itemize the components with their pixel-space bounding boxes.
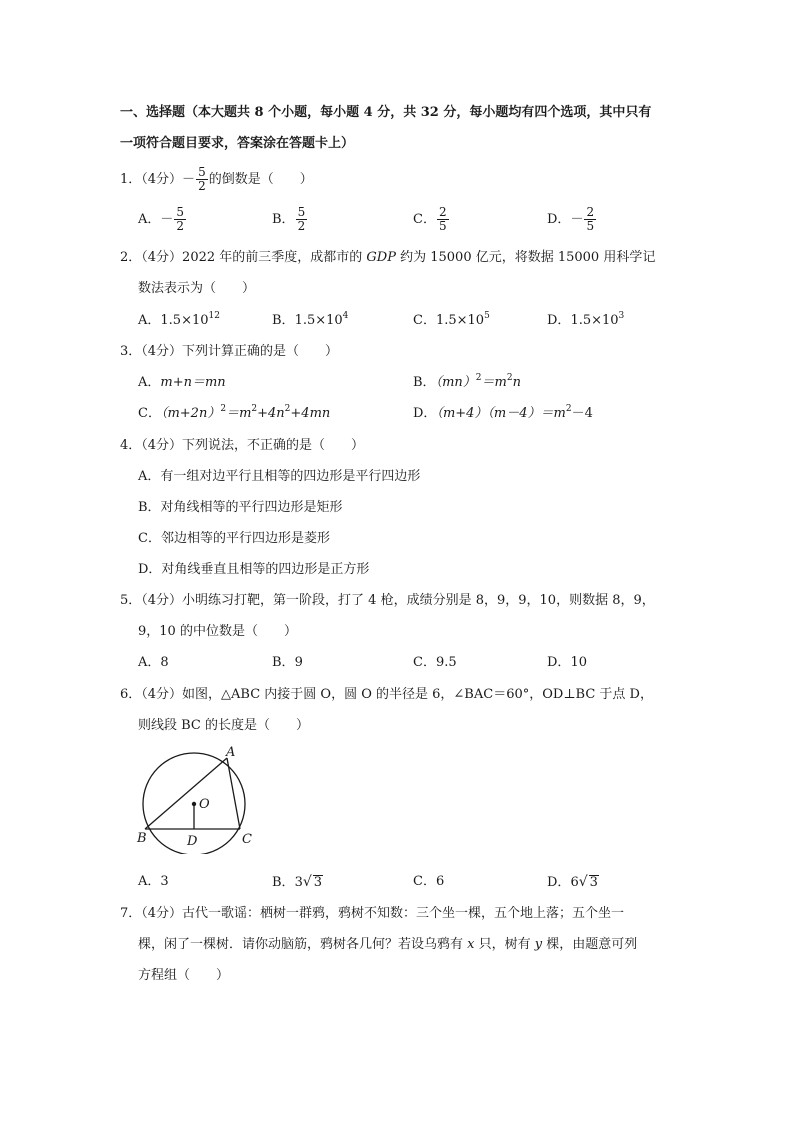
option-text: ＝m (226, 406, 252, 421)
label-c: C (242, 832, 252, 847)
q6-option-b[interactable] (272, 872, 323, 893)
option-label: C． (138, 406, 161, 421)
exponent: 2 (475, 373, 482, 383)
q3-option-c[interactable] (138, 404, 330, 424)
radicand: 3 (313, 875, 323, 890)
q4-option-b[interactable]: B．对角线相等的平行四边形是矩形 (138, 500, 343, 515)
exponent: 2 (251, 404, 258, 414)
option-label: B． (272, 212, 295, 227)
option-label: A． (138, 874, 161, 889)
question-4-stem: 4．（4分）下列说法，不正确的是（ ） (120, 438, 365, 453)
option-label: B． (272, 655, 295, 670)
q5-option-d[interactable] (547, 653, 587, 673)
fraction-denominator: 2 (176, 219, 185, 233)
text-run: 棵，由题意可列 (542, 937, 638, 952)
option-base: 1.5×10 (160, 313, 209, 328)
option-label: B． (413, 375, 436, 390)
option-text: ＝m (481, 375, 507, 390)
option-text: 9.5 (435, 655, 457, 670)
option-label: A． (138, 212, 161, 227)
q4-option-c[interactable]: C．邻边相等的平行四边形是菱形 (138, 531, 330, 546)
exponent: 2 (220, 404, 227, 414)
text-run: 约为 15000 亿元，将数据 15000 用科学记 (395, 250, 656, 265)
text-run: 2．（4分）2022 年的前三季度，成都市的 (120, 250, 367, 265)
q6-option-c[interactable] (413, 872, 444, 892)
option-base: 1.5×10 (435, 313, 485, 328)
exponent: 3 (618, 311, 625, 321)
fraction-denominator: 2 (198, 179, 206, 193)
option-text: 3 (160, 874, 169, 889)
fraction-denominator: 2 (297, 219, 306, 233)
option-text: n (512, 375, 521, 390)
coefficient: 3 (294, 875, 303, 890)
exponent: 2 (284, 404, 291, 414)
question-5-line2: 9，10 的中位数是（ ） (138, 624, 297, 639)
segment-ac (227, 758, 240, 829)
exponent: 12 (208, 311, 220, 321)
fraction-numerator: 2 (586, 205, 595, 219)
option-label: C． (413, 655, 436, 670)
question-6-line2: 则线段 BC 的长度是（ ） (138, 718, 310, 733)
q3-option-d[interactable] (413, 404, 593, 424)
question-7-line1: 7．（4分）古代一歌谣：栖树一群鸦，鸦树不知数：三个坐一棵，五个地上落；五个坐一 (120, 906, 625, 921)
q1-option-c[interactable] (413, 206, 450, 233)
option-label: D． (413, 406, 437, 421)
gdp-term: GDP (366, 250, 396, 265)
q5-option-c[interactable] (413, 653, 457, 673)
q1-option-b[interactable] (272, 206, 308, 233)
option-label: D． (547, 212, 571, 227)
q5-option-a[interactable] (138, 653, 169, 673)
q2-option-d[interactable] (547, 311, 624, 331)
option-text: （m+2n） (160, 406, 221, 421)
fraction (584, 206, 596, 233)
minus-sign: － (160, 211, 174, 227)
exponent: 2 (565, 404, 572, 414)
exponent: 5 (484, 311, 490, 321)
q1-option-a[interactable] (138, 206, 187, 233)
question-7-line3: 方程组（ ） (138, 968, 230, 983)
text-run: 棵，闲了一棵树．请你动脑筋，鸦树各几何？若设乌鸦有 (138, 937, 468, 952)
q6-option-d[interactable] (547, 872, 599, 893)
q2-option-c[interactable] (413, 311, 490, 331)
question-3-stem: 3．（4分）下列计算正确的是（ ） (120, 344, 339, 359)
coefficient: 6 (570, 875, 579, 890)
q4-option-d[interactable]: D．对角线垂直且相等的四边形是正方形 (138, 562, 370, 577)
variable-x: x (467, 937, 475, 952)
option-label: C． (413, 313, 436, 328)
option-text: －4 (571, 406, 593, 421)
fraction-denominator: 5 (586, 219, 595, 233)
q1-option-d[interactable] (547, 206, 597, 233)
option-text: +4n (257, 406, 285, 421)
q2-option-b[interactable] (272, 311, 348, 331)
label-a: A (226, 745, 236, 760)
q4-option-a[interactable]: A．有一组对边平行且相等的四边形是平行四边形 (138, 469, 421, 484)
label-d: D (187, 834, 198, 849)
fraction-denominator: 5 (438, 219, 447, 233)
option-label: C． (413, 212, 436, 227)
q3-option-a[interactable] (138, 373, 226, 393)
q6-option-a[interactable] (138, 872, 169, 892)
fraction (437, 206, 449, 233)
section-heading-line1: 一、选择题（本大题共 8 个小题，每小题 4 分，共 32 分，每小题均有四个选项，其中只有 (120, 105, 652, 120)
option-text: m+n＝mn (160, 375, 226, 390)
question-text: 的倒数是（ ） (208, 172, 313, 187)
q3-option-b[interactable] (413, 373, 521, 393)
fraction-numerator: 5 (176, 205, 185, 219)
question-6-line1: 6．（4分）如图，△ABC 内接于圆 O，圆 O 的半径是 6，∠BAC＝60°，OD⊥BC 于点 D， (120, 687, 653, 702)
option-text: （m+4）（m－4）＝m (436, 406, 566, 421)
option-text: 8 (160, 655, 169, 670)
option-label: A． (138, 655, 161, 670)
option-text: 9 (294, 655, 303, 670)
q2-option-a[interactable] (138, 311, 220, 331)
minus-sign: － (182, 171, 196, 187)
option-label: B． (272, 313, 295, 328)
variable-y: y (534, 937, 543, 952)
minus-sign: － (570, 211, 584, 227)
option-label: B． (272, 875, 295, 890)
fraction (174, 206, 186, 233)
radicand: 3 (589, 875, 598, 890)
option-label: C． (413, 874, 436, 889)
circle-triangle-figure (130, 742, 270, 854)
option-text: 10 (570, 655, 587, 670)
text-run: 只，树有 (474, 937, 535, 952)
exponent: 2 (506, 373, 513, 383)
question-2-line2: 数法表示为（ ） (138, 281, 256, 296)
fraction-numerator: 2 (438, 205, 447, 219)
q5-option-b[interactable] (272, 653, 303, 673)
fraction (196, 166, 208, 193)
question-7-line2 (138, 935, 637, 955)
question-number: 1．（4分） (120, 172, 183, 187)
exponent: 4 (342, 311, 349, 321)
option-label: D． (547, 875, 571, 890)
question-5-line1: 5．（4分）小明练习打靶，第一阶段，打了 4 枪，成绩分别是 8，9，9，10，则数据 8，9， (120, 593, 655, 608)
sqrt-icon: √ (302, 874, 312, 890)
option-label: A． (138, 313, 161, 328)
label-b: B (137, 831, 147, 846)
option-base: 1.5×10 (294, 313, 343, 328)
question-2-line1 (120, 248, 655, 268)
fraction-numerator: 5 (198, 165, 206, 179)
option-label: A． (138, 375, 161, 390)
label-o: O (199, 797, 210, 812)
section-heading-line2: 一项符合题目要求，答案涂在答题卡上） (120, 136, 355, 151)
question-1-stem (120, 166, 313, 193)
option-label: D． (547, 313, 571, 328)
option-base: 1.5×10 (570, 313, 619, 328)
option-text: （mn） (435, 375, 476, 390)
center-point-o (192, 802, 196, 806)
fraction-numerator: 5 (297, 205, 306, 219)
option-label: D． (547, 655, 571, 670)
option-text: +4mn (290, 406, 331, 421)
option-text: 6 (435, 874, 445, 889)
fraction (296, 206, 308, 233)
sqrt-icon: √ (578, 874, 588, 890)
